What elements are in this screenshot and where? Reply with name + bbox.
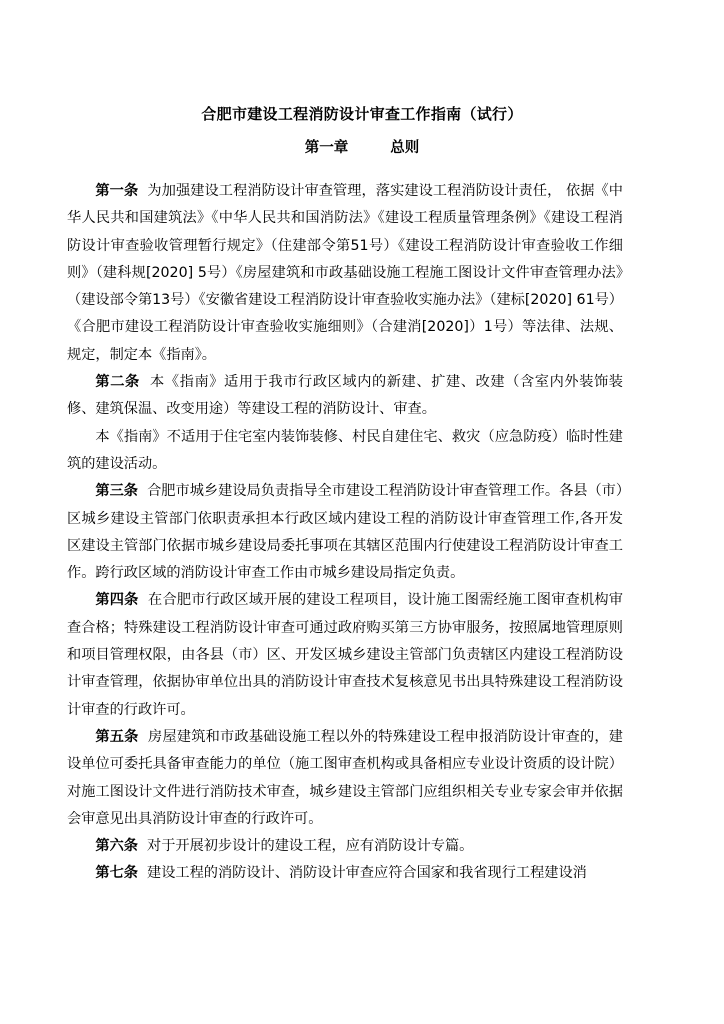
article-paragraph bbox=[67, 424, 623, 479]
article-text: 在合肥市行政区域开展的建设工程项目，设计施工图需经施工图审查机构审查合格；特殊建设工程消防设计审查可通过政府购买第三方协审服务，按照属地管理原则和项目管理权限，由各县（市）区、开发区城乡建设主管部门负责辖区内建设工程消防设计审查管理，依据协审单位出具的消防设计审查技术复核意见书出具特殊建设工程消防设计审查的行政许可。 bbox=[67, 592, 623, 718]
article-text: 对于开展初步设计的建设工程，应有消防设计专篇。 bbox=[147, 838, 474, 855]
chapter-name: 总则 bbox=[390, 140, 420, 156]
article-text: 房屋建筑和市政基础设施工程以外的特殊建设工程申报消防设计审查的，建设单位可委托具备审查能力的单位（施工图审查机构或具备相应专业设计资质的设计院）对施工图设计文件进行消防技术审查，城乡建设主管部门应组织相关专业专家会审并依据会审意见出具消防设计审查的行政许可。 bbox=[67, 728, 623, 827]
article-number: 第四条 bbox=[95, 592, 139, 609]
article-number: 第二条 bbox=[95, 374, 140, 391]
article-number: 第三条 bbox=[95, 483, 139, 500]
article-paragraph bbox=[67, 369, 623, 424]
article-paragraph bbox=[67, 178, 623, 369]
document-title: 合肥市建设工程消防设计审查工作指南（试行） bbox=[201, 105, 523, 123]
chapter-number: 第一章 bbox=[304, 140, 349, 156]
article-paragraph bbox=[67, 860, 623, 887]
article-text: 建设工程的消防设计、消防设计审查应符合国家和我省现行工程建设消 bbox=[147, 865, 587, 882]
article-paragraph bbox=[67, 724, 623, 833]
article-number: 第一条 bbox=[95, 183, 139, 199]
article-text: 本《指南》不适用于住宅室内装饰装修、村民自建住宅、救灾（应急防疫）临时性建筑的建设活动。 bbox=[67, 428, 623, 472]
article-number: 第五条 bbox=[95, 728, 139, 745]
article-text: 为加强建设工程消防设计审查管理，落实建设工程消防设计责任， 依据《中华人民共和国建筑法》《中华人民共和国消防法》《建设工程质量管理条例》《建设工程消防设计审查验收管理暂行规定》（住建部令第51号）《建设工程消防设计审查验收工作细则》（建科规[2020] 5号）《房屋建筑和市政基础设施工程施工图设计文件审查管理办法》（建设部令第13号）《安徽省建设工程消防设计审查验收实施办法》（建标[2020] 61号）《合肥市建设工程消防设计审查验收实施细则》（合建消[2020]）1号）等法律、法规、规定，制定本《指南》。 bbox=[67, 183, 623, 363]
article-number: 第七条 bbox=[95, 865, 138, 882]
document-body bbox=[67, 178, 623, 888]
article-number: 第六条 bbox=[95, 838, 138, 855]
article-paragraph bbox=[67, 587, 623, 723]
article-paragraph bbox=[67, 833, 623, 860]
chapter-heading bbox=[0, 136, 724, 157]
article-text: 本《指南》适用于我市行政区域内的新建、扩建、改建（含室内外装饰装修、建筑保温、改变用途）等建设工程的消防设计、审查。 bbox=[67, 374, 623, 418]
article-paragraph bbox=[67, 478, 623, 587]
article-text: 合肥市城乡建设局负责指导全市建设工程消防设计审查管理工作。各县（市）区城乡建设主管部门依职责承担本行政区域内建设工程的消防设计审查管理工作,各开发区建设主管部门依据市城乡建设局委托事项在其辖区范围内行使建设工程消防设计审查工作。跨行政区域的消防设计审查工作由市城乡建设局指定负责。 bbox=[67, 483, 623, 582]
